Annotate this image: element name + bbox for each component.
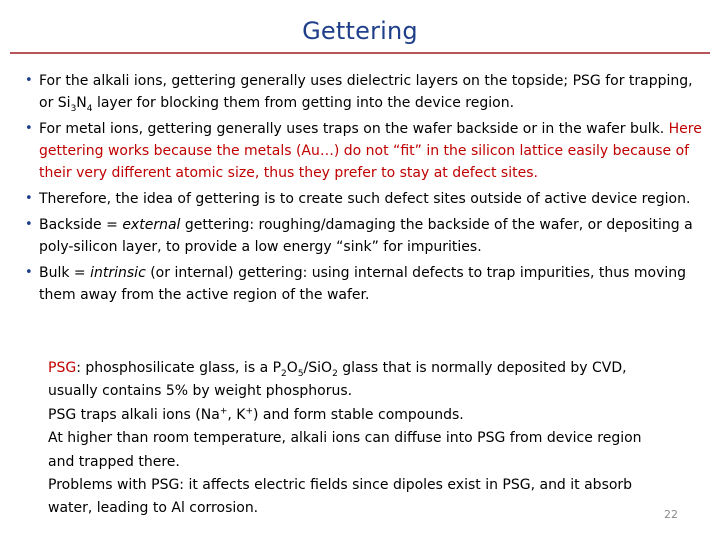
bullet-idea [20,188,710,210]
psg-note [48,357,688,521]
bullet-bulk [20,262,710,306]
psg-line-1-sub-3: 2 [332,368,338,379]
psg-line-3-sup-1: + [219,406,228,417]
bullet-metal-text-1: For metal ions, gettering generally uses traps on the wafer backside or in the wafer bulk. [39,121,665,137]
bullet-bulk-text-1: Bulk = [39,265,91,281]
bullet-alkali-text-1: For the alkali ions, gettering generally uses dielectric layers on the topside; PSG for trapping, or Si [39,73,693,111]
psg-line-3-text-2: , K [227,406,246,423]
slide-title: Gettering [302,17,418,45]
bullet-backside-text-1: Backside = [39,217,123,233]
psg-note-line-5: and trapped there. [48,453,180,470]
bullet-alkali-text-3: layer for blocking them from getting into the device region. [92,95,515,111]
bullet-idea-text: Therefore, the idea of gettering is to create such defect sites outside of active device region. [39,191,691,207]
psg-line-3-sup-2: + [245,406,253,417]
psg-line-1-text-4: glass that is normally deposited by CVD, [337,360,627,376]
bullet-metal-text-2: Here gettering works because the metals (Au…) do not “fit” in the silicon lattice easily because of their very different atomic size, thus they prefer to stay at defect sites. [39,121,702,181]
psg-note-line-6: Problems with PSG: it affects electric fields since dipoles exist in PSG, and it absorb [48,477,633,494]
psg-term: PSG [48,360,77,376]
psg-line-1-text-3: /SiO [303,360,333,376]
bullet-backside-text-2: gettering: roughing/damaging the backside of the wafer, or depositing a poly-silicon layer, to provide a low energy “sink” for impurities. [39,217,693,255]
bullet-list [20,70,710,310]
psg-line-3-text-3: ) and form stable compounds. [253,406,464,423]
psg-line-3-text-1: PSG traps alkali ions (Na [48,406,220,423]
bullet-alkali-text-2: N [76,95,87,111]
psg-line-1-text-1: : phosphosilicate glass, is a P [76,360,282,376]
bullet-alkali-ions [20,70,710,114]
psg-note-line-1 [48,357,688,380]
psg-line-1-sub-1: 2 [281,368,287,379]
bullet-alkali-sub-1: 3 [70,103,77,114]
title-divider [10,52,710,54]
psg-note-line-2: usually contains 5% by weight phosphorus. [48,383,353,400]
psg-note-line-4: At higher than room temperature, alkali ions can diffuse into PSG from device region [48,430,642,447]
psg-line-1-text-2: O [286,360,298,376]
bullet-bulk-text-2: (or internal) gettering: using internal defects to trap impurities, thus moving them away from the active region of the wafer. [39,265,687,303]
bullet-alkali-sub-2: 4 [86,103,93,114]
bullet-metal-ions [20,118,710,184]
psg-note-line-3 [48,404,688,427]
bullet-backside [20,214,710,258]
bullet-backside-emphasis: external [122,217,181,233]
psg-note-line-7: water, leading to Al corrosion. [48,500,259,517]
psg-line-1-sub-2: 5 [297,368,304,379]
bullet-bulk-emphasis: intrinsic [90,265,146,281]
page-number: 22 [664,508,678,521]
